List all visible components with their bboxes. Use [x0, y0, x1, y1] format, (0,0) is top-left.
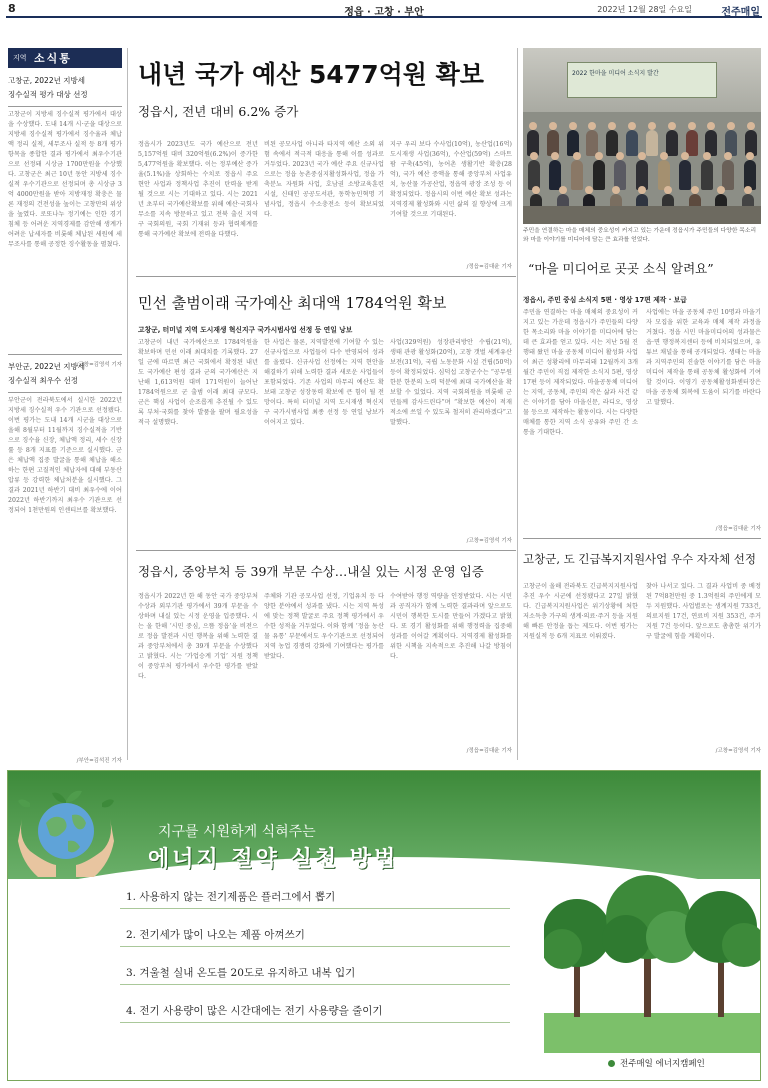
- divider: [136, 550, 516, 551]
- third-byline: /정읍=김대윤 기자: [466, 748, 512, 754]
- brief-item[interactable]: [8, 74, 122, 368]
- divider: [8, 354, 122, 355]
- third-column-1: 정읍시가 2022년 한 해 동안 국가 중앙부처 수상과 외부기관 평가에서 39개 부문을 수상하며 내실 있는 시정 운영을 입증했다. 시는 올 한해 ‘시민 중심, 으뜸 정읍’을 비전으로 정읍 발전과 시민 행복을 위해 노력한 결과 중앙부처에서 총 39개 부문을 수상했다고 밝혔다. 시는 ‘가업승계 기업’ 지원 정책이 중앙부처 평가에서 우수한 평가를 받았다.: [138, 593, 258, 680]
- brief-byline: /부안=김석진 기자: [76, 758, 122, 764]
- photo-caption: 주민을 연결하는 마을 매체의 중요성이 커지고 있는 가운데 정읍시가 주민들의 다양한 목소리와 마을 이야기를 미디어에 담는 큰 효과를 얻었다.: [523, 228, 757, 243]
- third-headline[interactable]: 정읍시, 중앙부처 등 39개 부문 수상…내실 있는 시정 운영 입증: [138, 564, 484, 579]
- second-column-3: 사업(329억원) 성장관리방안 수립(21억), 생태 관광 활성화(20억), 고창 갯벌 세계유산 보전(31억), 국립 노동문화 시설 건립(50억) 등이 확정되었다. 심덕섭 고창군수는 “공무원 한분 한분의 노력 덕분에 최대 국가예산을 확보할 수 있었다. 지역 국회의원을 비롯해 군민들께 감사드린다”며 “확보한 예산이 적재적소에 쓰일 수 있도록 철저히 관리하겠다”고 말했다.: [390, 339, 512, 426]
- section-title: 정읍 · 고창 · 부안: [344, 7, 424, 18]
- third-column-3: 수여받아 행정 역량을 인정받았다. 시는 시민과 공직자가 함께 노력한 결과라며 앞으로도 시민이 행복한 도시를 만들어 가겠다고 밝혔다. 또 경기 활성화를 위해 행정력을 집중해 성과를 이어갈 계획이다. 지역경제 활성화를 위한 시책을 지속적으로 추진해 나갈 방침이다.: [390, 593, 512, 660]
- divider: [8, 392, 122, 393]
- brief-byline: /고창=김영석 기자: [76, 362, 122, 368]
- feature-headline[interactable]: “마을 미디어로 곳곳 소식 알려요”: [528, 261, 714, 276]
- ad-headline-2: 에너지 절약 실천 방법: [148, 847, 399, 872]
- fourth-headline[interactable]: 고창군, 도 긴급복지지원사업 우수 자자체 선정: [523, 552, 757, 566]
- ad-headline-1: 지구를 시원하게 식혀주는: [158, 824, 316, 840]
- divider: [523, 538, 761, 539]
- column-divider: [517, 48, 518, 760]
- page-number: 8: [8, 2, 16, 15]
- ad-list-item: 4. 전기 사용량이 많은 시간대에는 전기 사용량을 줄이기: [126, 1003, 526, 1018]
- second-column-1: 고창군이 내년 국가예산으로 1784억원을 확보하며 민선 이래 최대치를 기록했다. 27일 군에 따르면 최근 국회에서 확정된 내년도 국가예산 편성 결과 군의 국가예산은 지난해 1,613억원 대비 171억원이 늘어난 1784억원으로 군 출범 이래 최대 규모다. 군은 핵심 사업이 순조롭게 추진될 수 있도록 부처·국회를 찾아 발품을 팔며 필요성을 적극 설명했다.: [138, 339, 258, 426]
- lead-byline: /정읍=김대윤 기자: [466, 264, 512, 270]
- second-headline[interactable]: 민선 출범이래 국가예산 최대액 1784억원 확보: [138, 294, 447, 312]
- lead-headline[interactable]: 내년 국가 예산 5477억원 확보: [138, 60, 484, 89]
- lead-column-3: 지구 우리 보다 수사업(10억), 농산업(16억) 도시재생 사업(36억), 수산업(59억) 스마트 팜 구축(45억), 농어촌 생활기반 확충(28억), 국가 예산 증액을 통해 중앙부처 사업유치, 농산물 가공산업, 정읍역 광장 조성 등 이 확정되었다. 정읍시의 이번 예산 확보 성과는 지역경제 활성화와 시민 삶의 질 향상에 크게 기여할 것으로 기대된다.: [390, 141, 512, 218]
- feature-byline: /정읍=김대윤 기자: [715, 526, 761, 532]
- sidebar-header: [8, 48, 122, 68]
- ad-footer: 전주매일 에너지캠페인: [608, 1057, 705, 1069]
- photo-banner: 2022 한마을 미디어 소식지 발간: [567, 62, 717, 98]
- sidebar-label-region: 지역: [13, 54, 27, 62]
- energy-campaign-ad[interactable]: [7, 770, 761, 1081]
- brief-title: 고창군, 2022년 지방세 징수실적 평가 대상 선정: [8, 76, 88, 99]
- brief-body: 부안군이 전라북도에서 실시한 2022년 지방세 징수실적 우수 기관으로 선정됐다. 이번 평가는 도내 14개 시군을 대상으로 올해 8월부터 11월까지 징수실적을 기반으로 징수율 신장, 체납액 정리, 세수 신장률 등 8개 지표를 기준으로 실시했다. 군은 체납액 집중 발굴을 통해 체납을 해소하는 한편 고질적인 체납자에 대해 부동산 압류 등 강력한 체납처분을 실시했다. 그 결과 2021년 하반기 대비 최우수에 이어 2022년 하반기까지 최우수 기관으로 선정되어 1천만원의 인센티브를 확보했다.: [8, 397, 122, 514]
- feature-subhead: 정읍시, 주민 중심 소식지 5편 · 영상 17편 제작 · 보급: [523, 296, 687, 304]
- hands-holding-earth-icon: [16, 779, 116, 889]
- feature-column-2: 사업에는 마을 공동체 주민 10명과 마을기자 모집을 위한 교육과 매체 제작 과정을 거쳤다. 정읍 시민 마을미디어의 성과물은 읍·면 행정복지센터 등에 비치되었으며, 유튜브 채널을 통해 공개되었다. 생태는 마을과 지역주민의 진솔한 이야기를 담은 마을 미디어 제작을 통해 공동체 활성화에 기여할 것이다. 이영기 공동체활성화센터장은 마을 공동체 회복에 도움이 되기를 바란다고 말했다.: [646, 309, 761, 406]
- column-divider: [127, 48, 128, 760]
- third-column-2: 주체와 기관 공모사업 선정, 기업유치 등 다양한 분야에서 성과를 냈다. 시는 지역 특성에 맞는 정책 발굴로 주요 정책 평가에서 우수한 성적을 거두었다. 이와 함께 ‘정읍 농산물 유통’ 부문에서도 우수기관으로 선정되어 지역 농업 경쟁력 강화에 기여했다는 평가를 받았다.: [264, 593, 384, 660]
- ad-list-item: 2. 전기세가 많이 나오는 제품 아껴쓰기: [126, 927, 526, 942]
- feature-column-1: 주민을 연결하는 마을 매체의 중요성이 커지고 있는 가운데 정읍시가 주민들의 다양한 목소리와 마을 이야기를 미디어에 담는데 큰 효과를 얻고 있다. 시는 지난 5월 진행돼 왔던 마을 공동체 미디어 활성화 사업이 최근 성황리에 마무리돼 12월까지 3개월간 주민이 직접 제작한 소식지 5편, 영상 17편 등이 제작되었다. 마을공동체 미디어는 지역, 공동체, 주민의 작은 삶과 사건 같은 이야기를 담아 마을신문, 라디오, 영상물 등으로 제작하는 활동이다. 시는 다양한 매체를 통한 지역 소식 공유와 주민 간 소통을 기대한다.: [523, 309, 638, 436]
- newspaper-brand: 전주매일: [721, 7, 760, 18]
- brief-body: 고창군이 지방세 징수실적 평가에서 대상을 수상했다. 도내 14개 시·군을 대상으로 지방세 징수실적 평가에서 징수율과 체납액 정리 실적, 세무조사 실적 등 8개 평가 항목을 종합한 결과 평가에서 최우수기관으로 선정돼 시상금 1700만원을 수상했다. 고창군은 최근 10년 동안 지방세 징수실적 우수기관으로 선정되며 총 시상금 3억 4000만원을 받아 지방재정 확충은 물론 재정의 건전성을 높이는 고창만의 위상을 높였다. 로또나누 정기예는 인한 경기침체 등 어려운 지역경제를 감안해 생계가 어려운 납세자를 비롯해 체납된 세원에 세무조사를 통해 공정한 징수활동을 펼쳤다.: [8, 111, 122, 248]
- fourth-column-1: 고창군이 올해 전라북도 긴급복지지원사업 추진 우수 시군에 선정됐다고 27일 밝혔다. 긴급복지지원사업은 위기상황에 처한 저소득층 가구의 생계·의료·주거 등을 지원해 빠른 안정을 돕는 제도다. 이번 평가는 지원실적 등 6개 지표로 이뤄졌다.: [523, 583, 638, 640]
- news-brief-sidebar: [8, 48, 122, 764]
- lead-subhead: 정읍시, 전년 대비 6.2% 증가: [138, 104, 299, 119]
- divider: [136, 276, 516, 277]
- divider: [8, 106, 122, 107]
- page-header: [6, 2, 762, 18]
- second-byline: /고창=김영석 기자: [466, 538, 512, 544]
- sidebar-label-news: 소식통: [34, 52, 72, 65]
- ad-list-item: 3. 겨울철 실내 온도를 20도로 유지하고 내복 입기: [126, 965, 526, 980]
- fourth-byline: /고창=김영석 기자: [715, 748, 761, 754]
- group-photo: [523, 48, 761, 224]
- issue-date: 2022년 12월 28일 수요일: [597, 5, 692, 14]
- brief-item[interactable]: [8, 360, 122, 764]
- lead-column-1: 정읍시가 2023년도 국가 예산으로 전년 5,157억원 대비 320억원(6.2%)이 증가한 5,477억원을 확보했다. 이는 정부예산 증가율(5.1%)을 상회하는 수치로 정읍시 주요 현안 사업과 정책사업 추진이 탄력을 받게 될 것으로 시는 기대하고 있다. 시는 2021년 초부터 국가예산확보를 위해 예산·국회사무소를 지속 방문하고 있고 전북 출신 지역구 국회의원, 국회 기재위 등과 협력체계를 통해 국가예산 확보에 전력을 다했다.: [138, 141, 258, 238]
- trees-illustration: [544, 863, 761, 1053]
- fourth-column-2: 찾아 나서고 있다. 그 결과 사업비 중 베정된 7억8천만원 중 1.3억원의 주민에게 모두 지원했다. 사업별로는 생계지원 733건, 의료지원 17건, 연료비 지원 353건, 주거지원 7건 등이다. 앞으로도 촘촘한 위기가구 발굴에 힘쓸 계획이다.: [646, 583, 761, 640]
- second-subhead: 고창군, 터미널 지역 도시재생 혁신지구 국가시범사업 선정 등 연일 낭보: [138, 326, 353, 334]
- brief-title: 부안군, 2022년 지방세 징수실적 최우수 선정: [8, 362, 85, 385]
- second-column-2: 한 사업은 물론, 지역발전에 기여할 수 있는 신규사업으로 사업들이 다수 반영되어 성과를 올렸다. 신규사업 선정에는 지역 현안을 해결하기 위해 노력한 결과 새로운 사업들이 포함되었다. 기존 사업의 마무리 예산도 확보돼 고창군 성장동력 확보에 큰 힘이 될 전망이다. 특히 터미널 지역 도시재생 혁신지구 국가시범사업 최종 선정 등 연일 낭보가 이어지고 있다.: [264, 339, 384, 426]
- lead-column-2: 비된 공모사업 아니라 타지역 예산 소외 위험 속에서 적극적 대응을 통해 이를 성과로 거두었다. 2023년 국가 예산 주요 신규사업으로는 정읍 농촌중심지활성화사업, 정읍 가축분뇨 자원화 사업, 호남권 소방교육훈련 시설, 신태인 공공도서관, 동학농민혁명 기념사업, 정읍시 수소충전소 등이 확보되었다.: [264, 141, 384, 218]
- ad-list-item: 1. 사용하지 않는 전기제품은 플러그에서 뽑기: [126, 889, 526, 904]
